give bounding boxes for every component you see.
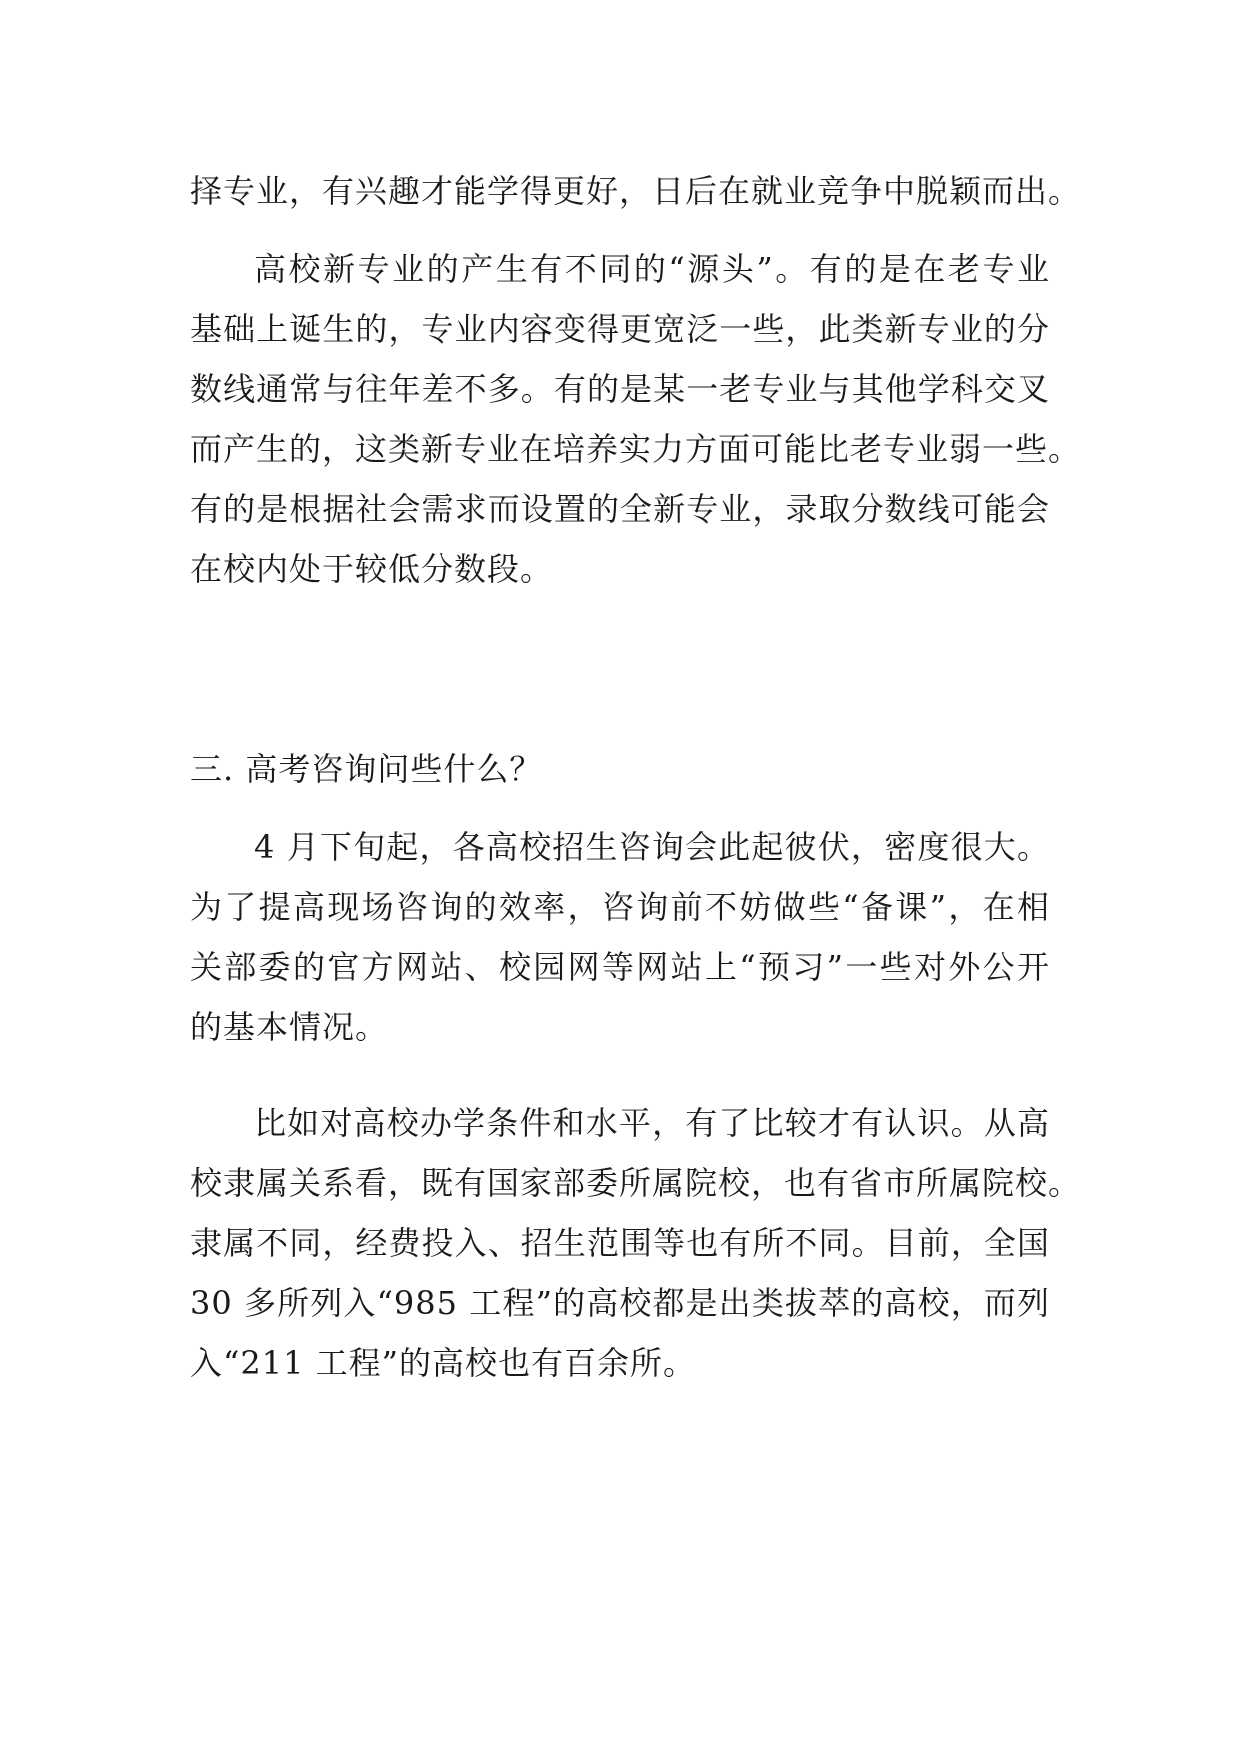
paragraph-line: 高校新专业的产生有不同的“源头”。有的是在老专业 [254,250,1050,288]
paragraph-line: 关部委的官方网站、校园网等网站上“预习”一些对外公开 [190,948,1050,986]
section-heading: 三. 高考咨询问些什么？ [190,750,543,788]
paragraph-line: 入“211 工程”的高校也有百余所。 [190,1344,696,1382]
paragraph-line: 校隶属关系看，既有国家部委所属院校，也有省市所属院校。 [190,1164,1082,1202]
paragraph-line: 而产生的，这类新专业在培养实力方面可能比老专业弱一些。 [190,430,1082,468]
paragraph-line: 4 月下旬起，各高校招生咨询会此起彼伏，密度很大。 [254,828,1050,866]
paragraph-line: 比如对高校办学条件和水平，有了比较才有认识。从高 [254,1104,1050,1142]
paragraph-line: 择专业，有兴趣才能学得更好，日后在就业竞争中脱颖而出。 [190,172,1082,210]
paragraph-line: 隶属不同，经费投入、招生范围等也有所不同。目前，全国 [190,1224,1050,1262]
paragraph-line: 30 多所列入“985 工程”的高校都是出类拔萃的高校，而列 [190,1284,1050,1322]
paragraph-line: 为了提高现场咨询的效率，咨询前不妨做些“备课”，在相 [190,888,1050,926]
paragraph-line: 的基本情况。 [190,1008,389,1046]
paragraph-line: 有的是根据社会需求而设置的全新专业，录取分数线可能会 [190,490,1050,528]
paragraph-line: 在校内处于较低分数段。 [190,550,554,588]
paragraph-line: 基础上诞生的，专业内容变得更宽泛一些，此类新专业的分 [190,310,1050,348]
paragraph-line: 数线通常与往年差不多。有的是某一老专业与其他学科交叉 [190,370,1050,408]
